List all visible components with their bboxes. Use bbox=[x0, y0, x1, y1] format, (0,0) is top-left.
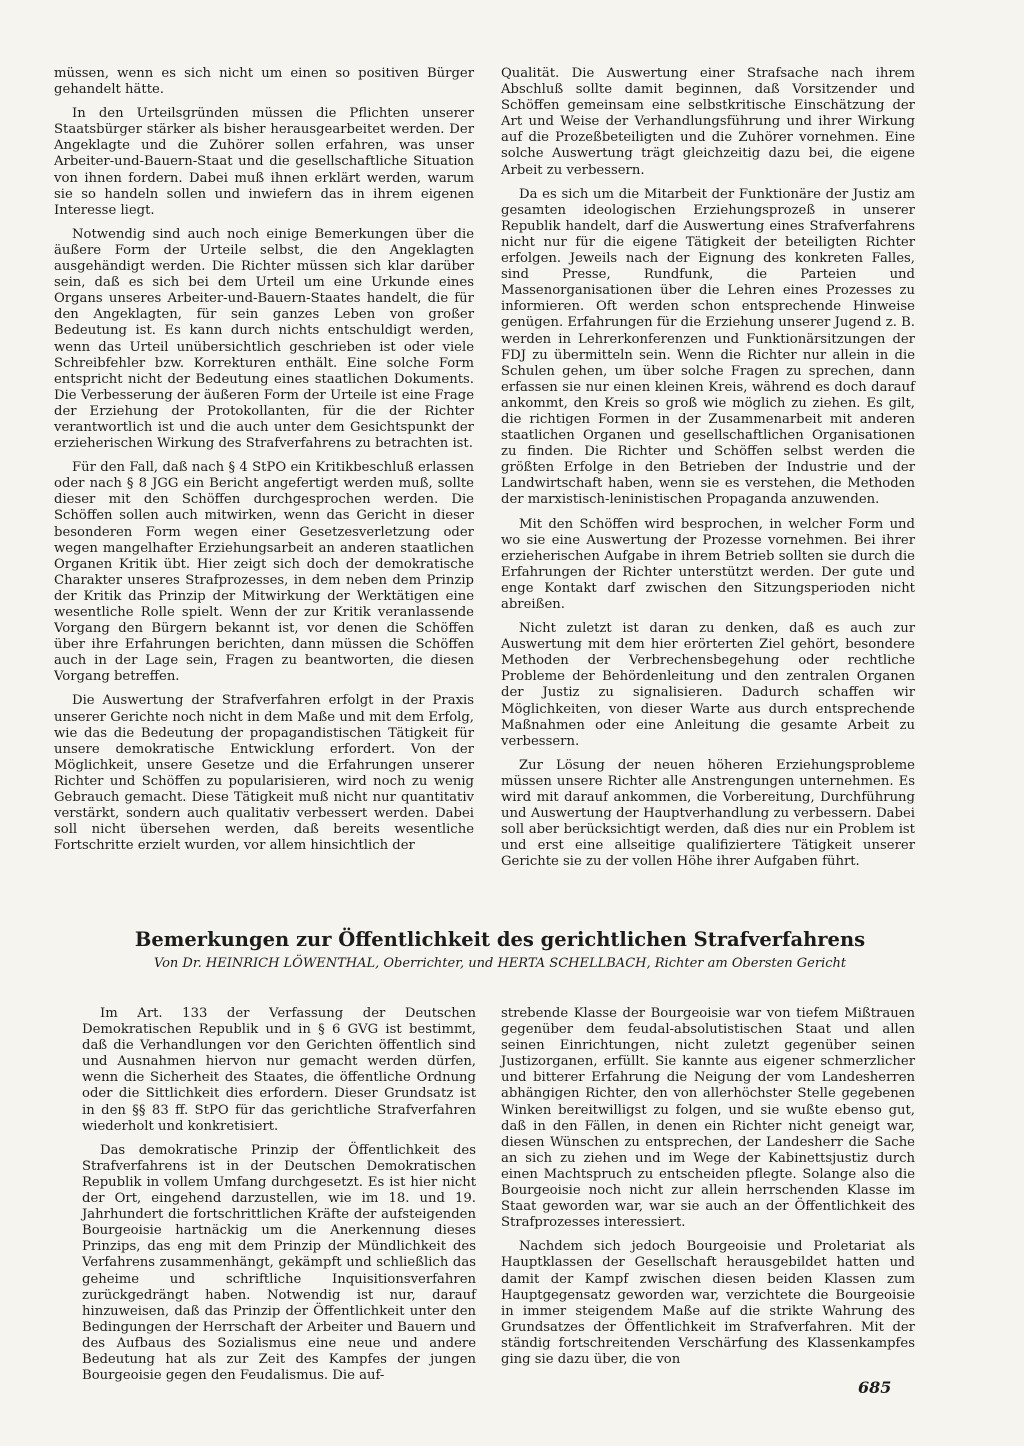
paragraph: Das demokratische Prinzip der Öffentlichkeit des Strafverfahrens ist in der Deutschen Demokratischen Republik in vollem Umfang durchgesetzt. Es ist hier nicht der Ort, eingehend darzustellen, wie im 18. und 19. Jahrhundert die fortschrittlichen Kräfte der aufsteigenden Bourgeoisie hartnäckig um die Anerkennung dieses Prinzips, das eng mit dem Prinzip der Mündlichkeit des Verfahrens zusammenhängt, gekämpft und schließlich das geheime und schriftliche Inquisitionsverfahren zurückgedrängt haben. Notwendig ist nur, darauf hinzuweisen, daß das Prinzip der Öffentlichkeit unter den Bedingungen der Herrschaft der Arbeiter und Bauern und des Aufbaus des Sozialismus eine neue und andere Bedeutung hat als zur Zeit des Kampfes der jungen Bourgeoisie gegen den Feudalismus. Die auf- bbox=[82, 1142, 476, 1384]
paragraph: Da es sich um die Mitarbeit der Funktionäre der Justiz am gesamten ideologischen Erziehungsprozeß in unserer Republik handelt, darf die Auswertung eines Strafverfahrens nicht nur für die eigene Tätigkeit der beteiligten Richter erfolgen. Jeweils nach der Eignung des konkreten Falles, sind Presse, Rundfunk, die Parteien und Massenorganisationen über die Lehren eines Prozesses zu informieren. Oft werden schon entsprechende Hinweise genügen. Erfahrungen für die Erziehung unserer Jugend z. B. werden in Lehrerkonferenzen und Funktionärsitzungen der FDJ zu übermitteln sein. Wenn die Richter nur allein in die Schulen gehen, um über solche Fragen zu sprechen, dann erfassen sie nur einen kleinen Kreis, während es doch darauf ankommt, den Kreis so groß wie möglich zu ziehen. Es gilt, die richtigen Formen in der Zusammenarbeit mit anderen staatlichen Organen und gesellschaftlichen Organisationen zu finden. Die Richter und Schöffen selbst werden die größten Erfolge in den Betrieben der Industrie und der Landwirtschaft haben, wenn sie es verstehen, die Methoden der marxistisch-leninistischen Propaganda anzuwenden. bbox=[501, 186, 915, 508]
page-number: 685 bbox=[858, 1378, 892, 1397]
column-top-left bbox=[54, 66, 474, 862]
paragraph: Nachdem sich jedoch Bourgeoisie und Proletariat als Hauptklassen der Gesellschaft herausgebildet hatten und damit der Kampf zwischen diesen beiden Klassen zum Hauptgegensatz geworden war, verzichtete die Bourgeoisie in immer steigendem Maße auf die strikte Wahrung des Grundsatzes der Öffentlichkeit im Strafverfahren. Mit der ständig fortschreitenden Verschärfung des Klassenkampfes ging sie dazu über, die von bbox=[501, 1239, 915, 1367]
paragraph: strebende Klasse der Bourgeoisie war von tiefem Mißtrauen gegenüber dem feudal-absolutistischen Staat und allen seinen Einrichtungen, nicht zuletzt gegenüber seinen Justizorganen, erfüllt. Sie kannte aus eigener schmerzlicher und bitterer Erfahrung die Neigung der vom Landesherren abhängigen Richter, den von allerhöchster Stelle gegebenen Winken bereitwilligst zu folgen, und sie wußte ebenso gut, daß in den Fällen, in denen ein Richter nicht geneigt war, diesen Wünschen zu entsprechen, der Landesherr die Sache an sich zu ziehen und im Wege der Kabinettsjustiz durch einen Machtspruch zu entscheiden pflegte. Solange also die Bourgeoisie noch nicht zur allein herrschenden Klasse im Staat geworden war, war sie auch an der Öffentlichkeit des Strafprozesses interessiert. bbox=[501, 1006, 915, 1231]
paragraph: Notwendig sind auch noch einige Bemerkungen über die äußere Form der Urteile selbst, die den Angeklagten ausgehändigt werden. Die Richter müssen sich klar darüber sein, daß es sich bei dem Urteil um eine Urkunde eines Organs unseres Arbeiter-und-Bauern-Staates handelt, die für den Angeklagten, für sein ganzes Leben von großer Bedeutung ist. Es kann durch nichts entschuldigt werden, wenn das Urteil unübersichtlich geschrieben ist oder viele Schreibfehler bzw. Korrekturen enthält. Eine solche Form entspricht nicht der Bedeutung eines staatlichen Dokuments. Die Verbesserung der äußeren Form der Urteile ist eine Frage der Erziehung der Protokollanten, für die der Richter verantwortlich ist und die auch unter dem Gesichtspunkt der erzieherischen Wirkung des Strafverfahrens zu betrachten ist. bbox=[54, 226, 474, 452]
column-top-right bbox=[501, 66, 915, 879]
paragraph: Zur Lösung der neuen höheren Erziehungsprobleme müssen unsere Richter alle Anstrengungen unternehmen. Es wird mit darauf ankommen, die Vorbereitung, Durchführung und Auswertung der Hauptverhandlung zu verbessern. Dabei soll aber berücksichtigt werden, daß dies nur ein Problem ist und erst eine allseitige qualifiziertere Tätigkeit unserer Gerichte sie zu der vollen Höhe ihrer Aufgaben führt. bbox=[501, 757, 915, 870]
column-bottom-right bbox=[501, 1006, 915, 1376]
paragraph: Mit den Schöffen wird besprochen, in welcher Form und wo sie eine Auswertung der Prozesse vornehmen. Bei ihrer erzieherischen Aufgabe in ihrem Betrieb sollten sie durch die Erfahrungen der Richter unterstützt werden. Der gute und enge Kontakt darf zwischen den Sitzungsperioden nicht abreißen. bbox=[501, 516, 915, 612]
paragraph: Im Art. 133 der Verfassung der Deutschen Demokratischen Republik und in § 6 GVG ist bestimmt, daß die Verhandlungen vor den Gerichten öffentlich sind und Ausnahmen hiervon nur gemacht werden dürfen, wenn die Sicherheit des Staates, die öffentliche Ordnung oder die Sittlichkeit dies erfordern. Dieser Grundsatz ist in den §§ 83 ff. StPO für das gerichtliche Strafverfahren wiederholt und konkretisiert. bbox=[82, 1006, 476, 1134]
paragraph: müssen, wenn es sich nicht um einen so positiven Bürger gehandelt hätte. bbox=[54, 66, 474, 98]
paragraph: Nicht zuletzt ist daran zu denken, daß es auch zur Auswertung mit dem hier erörterten Ziel gehört, besondere Methoden der Verbrechensbegehung oder rechtliche Probleme der Behördenleitung und den zentralen Organen der Justiz zu signalisieren. Dadurch schaffen wir Möglichkeiten, von dieser Warte aus durch entsprechende Maßnahmen oder eine Anleitung die gesamte Arbeit zu verbessern. bbox=[501, 621, 915, 749]
paragraph: Die Auswertung der Strafverfahren erfolgt in der Praxis unserer Gerichte noch nicht in dem Maße und mit dem Erfolg, wie das die Bedeutung der propagandistischen Tätigkeit für unsere demokratische Entwicklung erfordert. Von der Möglichkeit, unsere Gesetze und die Erfahrungen unserer Richter und Schöffen zu popularisieren, wird noch zu wenig Gebrauch gemacht. Diese Tätigkeit muß nicht nur quantitativ verstärkt, sondern auch qualitativ verbessert werden. Dabei soll nicht übersehen werden, daß bereits wesentliche Fortschritte erzielt wurden, vor allem hinsichtlich der bbox=[54, 693, 474, 854]
article-byline: Von Dr. HEINRICH LÖWENTHAL, Oberrichter, und HERTA SCHELLBACH, Richter am Obersten Gericht bbox=[153, 956, 847, 971]
paragraph: Für den Fall, daß nach § 4 StPO ein Kritikbeschluß erlassen oder nach § 8 JGG ein Bericht angefertigt werden muß, sollte dieser mit den Schöffen durchgesprochen werden. Die Schöffen sollen auch mitwirken, wenn das Gericht in dieser besonderen Form wegen einer Gesetzesverletzung oder wegen mangelhafter Erziehungsarbeit an anderen staatlichen Organen Kritik übt. Hier zeigt sich doch der demokratische Charakter unseres Strafprozesses, in dem neben dem Prinzip der Kritik das Prinzip der Mitwirkung der Werktätigen eine wesentliche Rolle spielt. Wenn der zur Kritik veranlassende Vorgang den Bürgern bekannt ist, vor denen die Schöffen über ihre Erfahrungen berichten, dann müssen die Schöffen auch in der Lage sein, Fragen zu beantworten, die diesen Vorgang betreffen. bbox=[54, 460, 474, 685]
column-bottom-left bbox=[82, 1006, 476, 1392]
paragraph: Qualität. Die Auswertung einer Strafsache nach ihrem Abschluß sollte damit beginnen, daß Vorsitzender und Schöffen gemeinsam eine selbstkritische Einschätzung der Art und Weise der Verhandlungsführung und ihrer Wirkung auf die Prozeßbeteiligten und die Zuhörer vornehmen. Eine solche Auswertung trägt gleichzeitig dazu bei, die eigene Arbeit zu verbessern. bbox=[501, 66, 915, 178]
paragraph: In den Urteilsgründen müssen die Pflichten unserer Staatsbürger stärker als bisher herausgearbeitet werden. Der Angeklagte und die Zuhörer sollen erfahren, was unser Arbeiter-und-Bauern-Staat und die gesellschaftliche Situation von ihnen fordern. Dabei muß ihnen erklärt werden, warum sie so handeln sollen und inwiefern das in ihrem eigenen Interesse liegt. bbox=[54, 106, 474, 218]
article-title: Bemerkungen zur Öffentlichkeit des gerichtlichen Strafverfahrens bbox=[134, 928, 866, 951]
